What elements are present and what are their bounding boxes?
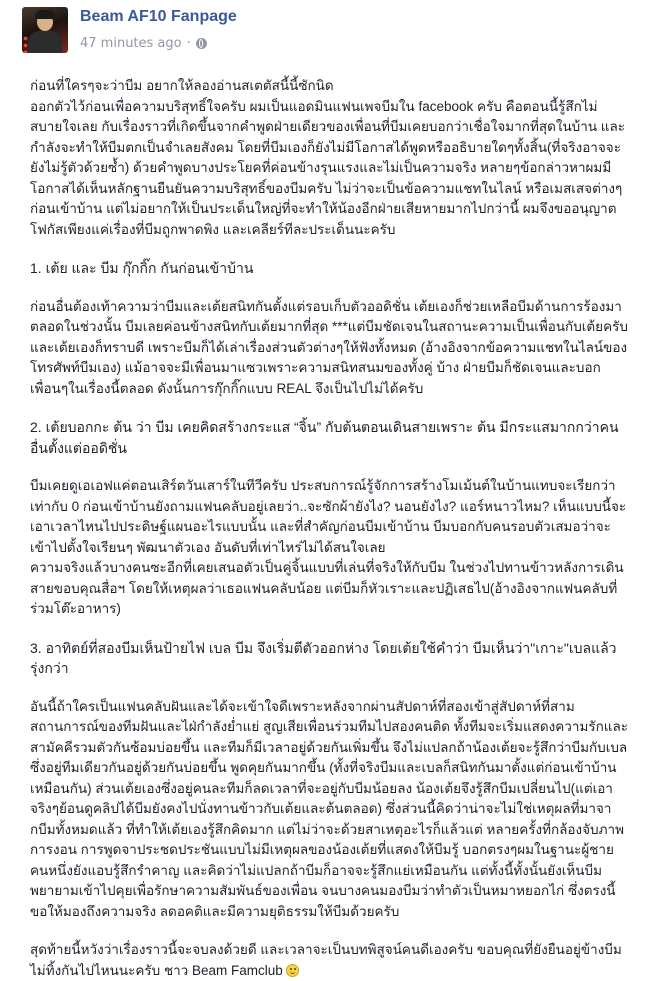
post-heading-1: 1. เต้ย และ บีม กุ๊กกิ๊ก กันก่อนเข้าบ้าน	[30, 260, 254, 276]
post-closing-text: สุดท้ายนี้หวังว่าเรื่องราวนี้จะจบลงด้วยดี และเวลาจะเป็นบทพิสูจน์คนดีเองครับ ขอบคุณที่ยังยืนอยู่ข้างบีม ไม่ทิ้งกันไปไหนนะครับ ชาว Beam Famclub	[30, 942, 622, 978]
meta-separator: ·	[186, 36, 191, 51]
page-name-link[interactable]: Beam AF10 Fanpage	[80, 8, 237, 25]
page-avatar[interactable]	[22, 7, 68, 53]
post-paragraph-2: ก่อนอื่นต้องเท้าความว่าบีมและเต้ยสนิทกันตั้งแต่รอบเก็บตัวออดิชั่น เต้ยเองก็ช่วยเหลือบีมด้านการร้องมาตลอดในช่วงนั้น บีมเลยค่อนข้างสนิทกับเต้ยมากที่สุด ***แต่บีมชัดเจนในสถานะความเป็นเพื่อนกับเต้ยครับ และเต้ยเองก็ทราบดี เพราะบีมก็ได้เล่าเรื่องส่วนตัวต่างๆให้ฟังทั้งหมด (อ้างอิงจากข้อความแชทในไลน์ของโทรศัพท์บีมเอง) แม้อาจจะมีเพื่อนมาแซวเพราะความสนิทสนมของทั้งคู่ บ้าง ฝ่ายบีมก็ชัดเจนและบอกเพื่อนๆในเรื่องนี้ตลอด ดังนั้นการกุ๊กกิ๊กแบบ REAL จึงเป็นไปไม่ได้ครับ	[30, 298, 628, 396]
post-body	[30, 76, 630, 981]
post-meta	[80, 36, 207, 51]
post-intro: ก่อนที่ใครๆจะว่าบีม อยากให้ลองอ่านสเตตัสนี้นี้ซักนิด	[30, 78, 334, 93]
post-paragraph-1: ออกตัวไว้ก่อนเพื่อความบริสุทธิ์ใจครับ ผมเป็นแอดมินแฟนเพจบีมใน facebook ครับ คือตอนนี้รู้สึกไม่สบายใจเลย กับเรื่องราวที่เกิดขึ้นจากคำพูดฝ่ายเดียวของเพื่อนที่บีมเคยบอกว่าเชื่อใจมากที่สุดในบ้าน และกำลังจะทำให้บีมตกเป็นจำเลยสังคม โดยที่บีมเองก็ยังไม่มีโอกาสได้พูดหรืออธิบายใดๆทั้งสิ้น(ที่จริงอาจจะยังไม่รู้ตัวด้วยซ้ำ) ด้วยคำพูดบางประโยคที่ค่อนข้างรุนแรงและไม่เป็นความจริง หลายๆข้อกล่าวหาผมมีโอกาสได้เห็นหลักฐานยืนยันความบริสุทธิ์ของบีมครับ ไม่ว่าจะเป็นข้อความแชทในไลน์ หรือเมสเสจต่างๆ ก่อนเข้าบ้าน แต่ไม่อยากให้เป็นประเด็นใหญ่ที่จะทำให้น้องอีกฝ่ายเสียหายมากไปกว่านี้ ผมจึงขออนุญาตโฟกัสเพียงแค่เรื่องที่บีมถูกพาดพิง และเคลียร์ทีละประเด็นนะครับ	[30, 98, 626, 237]
avatar-hair	[35, 10, 55, 19]
post-paragraph-4: อันนี้ถ้าใครเป็นแฟนคลับฝันและได้จะเข้าใจดีเพราะหลังจากผ่านสัปดาห์ที่สองเข้าสู่สัปดาห์ที่สามสถานการณ์ของทีมฝันและไฝ่กำลังย่ำแย่ สูญเสียเพื่อนร่วมทีมไปสองคนติด ทั้งทีมจะเริ่มแสดงความรักและสามัคคีรวมตัวกันซ้อมบ่อยขึ้น และทีมก็มีเวลาอยู่ด้วยกันเพิ่มขึ้น จึงไม่แปลกถ้าน้องเต้ยจะรู้สึกว่าบีมกับเบลซึ่งอยู่ทีมเดียวกันอยู่ด้วยกันบ่อยขึ้น พูดคุยกันมากขึ้น (ทั้งที่จริงบีมและเบลก็สนิทกันมาตั้งแต่ก่อนเข้าบ้านเหมือนกัน) ส่วนเต้ยเองซึ่งอยู่คนละทีมก็ลดเวลาที่จะอยู่กับบีมน้อยลง น้องเต้ยจึงรู้สึกบีมเปลี่ยนไป(แต่เอาจริงๆย้อนดูคลิปได้บีมยังคงไปนั่งทานข้าวกับเต้ยและต้นตลอด) ซึ่งส่วนนี้คิดว่าน่าจะไม่ใช่เหตุผลที่มาจากบีมทั้งหมดแล้ว ที่ทำให้เต้ยเองรู้สึกคิดมาก แต่ไม่ว่าจะด้วยสาเหตุอะไรก็แล้วแต่ หลายครั้งที่กล้องจับภาพการงอน การพูดจาประชดประชันแบบไม่มีเหตุผลของน้องเต้ยที่แสดงให้บีมรู้ บอกตรงๆผมในฐานะผู้ชายคนหนึ่งยังแอบรู้สึกรำคาญ และคิดว่าไม่แปลกถ้าบีมก็อาจจะรู้สึกแย่เหมือนกัน แต่ทั้งนี้ทั้งนั้นยังเห็นบีมพยายามเข้าไปคุยเพื่อรักษาความสัมพันธ์ของเพื่อน จนบางคนมองบีมว่าทำตัวเป็นหมาหยอกไก่ ซึ่งตรงนี้ขอให้มองถึงความจริง ลดอคติและมีความยุติธรรมให้บีมด้วยครับ	[30, 698, 628, 919]
post-paragraph-3: บีมเคยดูเอเอฟแค่ตอนเสิร์ตวันเสาร์ในทีวีครับ ประสบการณ์รู้จักการสร้างโมเม้นต์ในบ้านแทบจะเรียกว่าเท่ากับ 0 ก่อนเข้าบ้านยังถามแฟนคลับอยู่เลยว่า..จะซักผ้ายังไง? นอนยังไง? แอร์หนาวไหม? เห็นแบบนี้จะเอาเวลาไหนไปประดิษฐ์แผนอะไรแบบนั้น และที่สำคัญก่อนบีมเข้าบ้าน บีมบอกกับคนรอบตัวเสมอว่าจะเข้าไปตั้งใจเรียนๆ พัฒนาตัวเอง อันดับที่เท่าไหร่ไม่ได้สนใจเลย	[30, 478, 627, 555]
smiley-icon	[286, 964, 299, 977]
post-paragraph-3b: ความจริงแล้วบางคนซะอีกที่เคยเสนอตัวเป็นคู่จิ้นแบบที่เล่นที่จริงให้กับบีม ในช่วงไปทานข้าวหลังการเดินสายขอบคุณสื่อฯ โดยให้เหตุผลว่าเธอแฟนคลับน้อย แต่บีมก็หัวเราะและปฏิเสธไป(อ้างอิงจากแฟนคลับที่ร่วมโต๊ะอาหาร)	[30, 560, 624, 616]
post-heading-2: 2. เต้ยบอกกะ ต้น ว่า บีม เคยคิดสร้างกระแส “จิ้น” กับต้นตอนเดินสายเพราะ ต้น มีกระแสมากกว่าคนอื่นตั้งแต่ออดิชั่น	[30, 419, 619, 456]
post-header	[0, 0, 651, 66]
post-closing	[30, 940, 630, 981]
avatar-body	[28, 31, 62, 53]
post-heading-3: 3. อาทิตย์ที่สองบีมเห็นป้ายไฟ เบล บีม จึงเริ่มตีตัวออกห่าง โดยเต้ยใช้คำว่า บีมเห็นว่า"เกาะ"เบลแล้วรุ่งกว่า	[30, 639, 617, 676]
globe-icon[interactable]	[196, 38, 207, 49]
post-timestamp[interactable]: 47 minutes ago	[80, 36, 182, 51]
